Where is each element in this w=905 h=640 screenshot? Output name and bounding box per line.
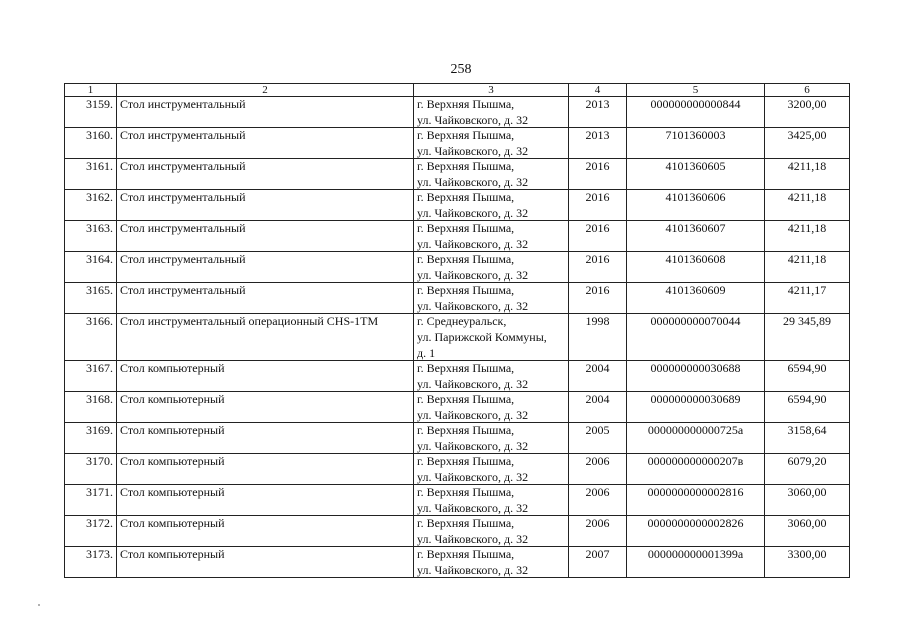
item-name: Стол компьютерный [117,485,414,516]
address-line: г. Верхняя Пышма, [417,159,515,173]
item-name: Стол компьютерный [117,423,414,454]
item-address [414,97,569,128]
item-cost: 4211,17 [765,283,850,314]
item-address [414,221,569,252]
column-header-6: 6 [765,84,850,97]
item-year: 2016 [569,159,627,190]
item-year: 2016 [569,283,627,314]
item-name: Стол компьютерный [117,392,414,423]
item-year: 2004 [569,392,627,423]
table-row [65,190,850,221]
address-line: г. Верхняя Пышма, [417,392,515,406]
inventory-number: 4101360609 [627,283,765,314]
address-line: ул. Чайковского, д. 32 [417,113,529,127]
table-row [65,423,850,454]
address-line: г. Верхняя Пышма, [417,423,515,437]
column-header-4: 4 [569,84,627,97]
item-name: Стол инструментальный [117,128,414,159]
row-number: 3163. [65,221,117,252]
table-row [65,221,850,252]
table-row [65,159,850,190]
inventory-number: 000000000030689 [627,392,765,423]
address-line: г. Верхняя Пышма, [417,97,515,111]
item-year: 2016 [569,252,627,283]
row-number: 3161. [65,159,117,190]
item-address [414,485,569,516]
address-line: ул. Чайковского, д. 32 [417,532,529,546]
table-header-row [65,84,850,97]
item-cost: 6079,20 [765,454,850,485]
item-year: 2013 [569,97,627,128]
address-line: ул. Чайковского, д. 32 [417,563,529,577]
row-number: 3173. [65,547,117,578]
item-year: 1998 [569,314,627,361]
row-number: 3160. [65,128,117,159]
address-line: ул. Чайковского, д. 32 [417,237,529,251]
table-row [65,454,850,485]
item-address [414,252,569,283]
item-name: Стол инструментальный [117,97,414,128]
column-header-5: 5 [627,84,765,97]
address-line: ул. Парижской Коммуны, [417,330,547,344]
item-address [414,454,569,485]
inventory-number: 000000000000844 [627,97,765,128]
item-cost: 6594,90 [765,361,850,392]
property-registry-table [64,83,850,578]
column-header-1: 1 [65,84,117,97]
item-year: 2006 [569,516,627,547]
item-year: 2006 [569,454,627,485]
table-row [65,361,850,392]
item-cost: 3200,00 [765,97,850,128]
item-year: 2016 [569,190,627,221]
address-line: ул. Чайковского, д. 32 [417,144,529,158]
address-line: г. Верхняя Пышма, [417,221,515,235]
item-address [414,516,569,547]
item-address [414,314,569,361]
table-row [65,97,850,128]
item-address [414,423,569,454]
item-name: Стол инструментальный [117,190,414,221]
row-number: 3169. [65,423,117,454]
row-number: 3172. [65,516,117,547]
item-cost: 3060,00 [765,485,850,516]
item-year: 2005 [569,423,627,454]
address-line: г. Верхняя Пышма, [417,128,515,142]
table-row [65,252,850,283]
row-number: 3165. [65,283,117,314]
item-year: 2013 [569,128,627,159]
item-cost: 3060,00 [765,516,850,547]
item-cost: 3300,00 [765,547,850,578]
row-number: 3167. [65,361,117,392]
item-cost: 4211,18 [765,190,850,221]
item-cost: 4211,18 [765,252,850,283]
item-name: Стол компьютерный [117,516,414,547]
item-cost: 3425,00 [765,128,850,159]
address-line: г. Верхняя Пышма, [417,283,515,297]
column-header-2: 2 [117,84,414,97]
inventory-number: 4101360606 [627,190,765,221]
item-name: Стол инструментальный [117,252,414,283]
table-row [65,547,850,578]
table-row [65,392,850,423]
item-name: Стол инструментальный [117,283,414,314]
address-line: г. Верхняя Пышма, [417,516,515,530]
item-cost: 29 345,89 [765,314,850,361]
item-year: 2007 [569,547,627,578]
address-line: ул. Чайковского, д. 32 [417,206,529,220]
row-number: 3166. [65,314,117,361]
item-name: Стол инструментальный [117,159,414,190]
row-number: 3164. [65,252,117,283]
table-row [65,128,850,159]
address-line: г. Верхняя Пышма, [417,485,515,499]
address-line: г. Верхняя Пышма, [417,252,515,266]
item-name: Стол компьютерный [117,361,414,392]
item-year: 2006 [569,485,627,516]
inventory-number: 4101360608 [627,252,765,283]
table-row [65,314,850,361]
address-line: д. 1 [417,346,436,360]
row-number: 3159. [65,97,117,128]
address-line: ул. Чайковского, д. 32 [417,299,529,313]
item-address [414,159,569,190]
inventory-number: 000000000001399а [627,547,765,578]
item-cost: 4211,18 [765,221,850,252]
address-line: ул. Чайковского, д. 32 [417,268,529,282]
address-line: ул. Чайковского, д. 32 [417,501,529,515]
address-line: г. Среднеуральск, [417,314,507,328]
inventory-number: 000000000070044 [627,314,765,361]
inventory-number: 000000000000725а [627,423,765,454]
table-row [65,283,850,314]
item-name: Стол компьютерный [117,454,414,485]
row-number: 3171. [65,485,117,516]
row-number: 3168. [65,392,117,423]
column-header-3: 3 [414,84,569,97]
item-address [414,128,569,159]
table-row [65,516,850,547]
page-number: 258 [450,62,472,77]
item-year: 2004 [569,361,627,392]
item-address [414,547,569,578]
address-line: ул. Чайковского, д. 32 [417,408,529,422]
item-name: Стол компьютерный [117,547,414,578]
inventory-number: 4101360607 [627,221,765,252]
address-line: ул. Чайковского, д. 32 [417,377,529,391]
inventory-number: 0000000000002816 [627,485,765,516]
address-line: г. Верхняя Пышма, [417,547,515,561]
inventory-number: 000000000000207в [627,454,765,485]
address-line: ул. Чайковского, д. 32 [417,175,529,189]
item-name: Стол инструментальный [117,221,414,252]
inventory-number: 7101360003 [627,128,765,159]
row-number: 3162. [65,190,117,221]
item-address [414,392,569,423]
item-year: 2016 [569,221,627,252]
inventory-number: 0000000000002826 [627,516,765,547]
address-line: ул. Чайковского, д. 32 [417,470,529,484]
item-address [414,190,569,221]
item-address [414,361,569,392]
item-name: Стол инструментальный операционный CHS-1TM [117,314,414,361]
inventory-number: 000000000030688 [627,361,765,392]
item-cost: 3158,64 [765,423,850,454]
address-line: ул. Чайковского, д. 32 [417,439,529,453]
item-cost: 4211,18 [765,159,850,190]
address-line: г. Верхняя Пышма, [417,454,515,468]
table-row [65,485,850,516]
table-body [65,97,850,578]
scan-speck [38,604,40,606]
row-number: 3170. [65,454,117,485]
inventory-number: 4101360605 [627,159,765,190]
item-address [414,283,569,314]
address-line: г. Верхняя Пышма, [417,361,515,375]
address-line: г. Верхняя Пышма, [417,190,515,204]
item-cost: 6594,90 [765,392,850,423]
